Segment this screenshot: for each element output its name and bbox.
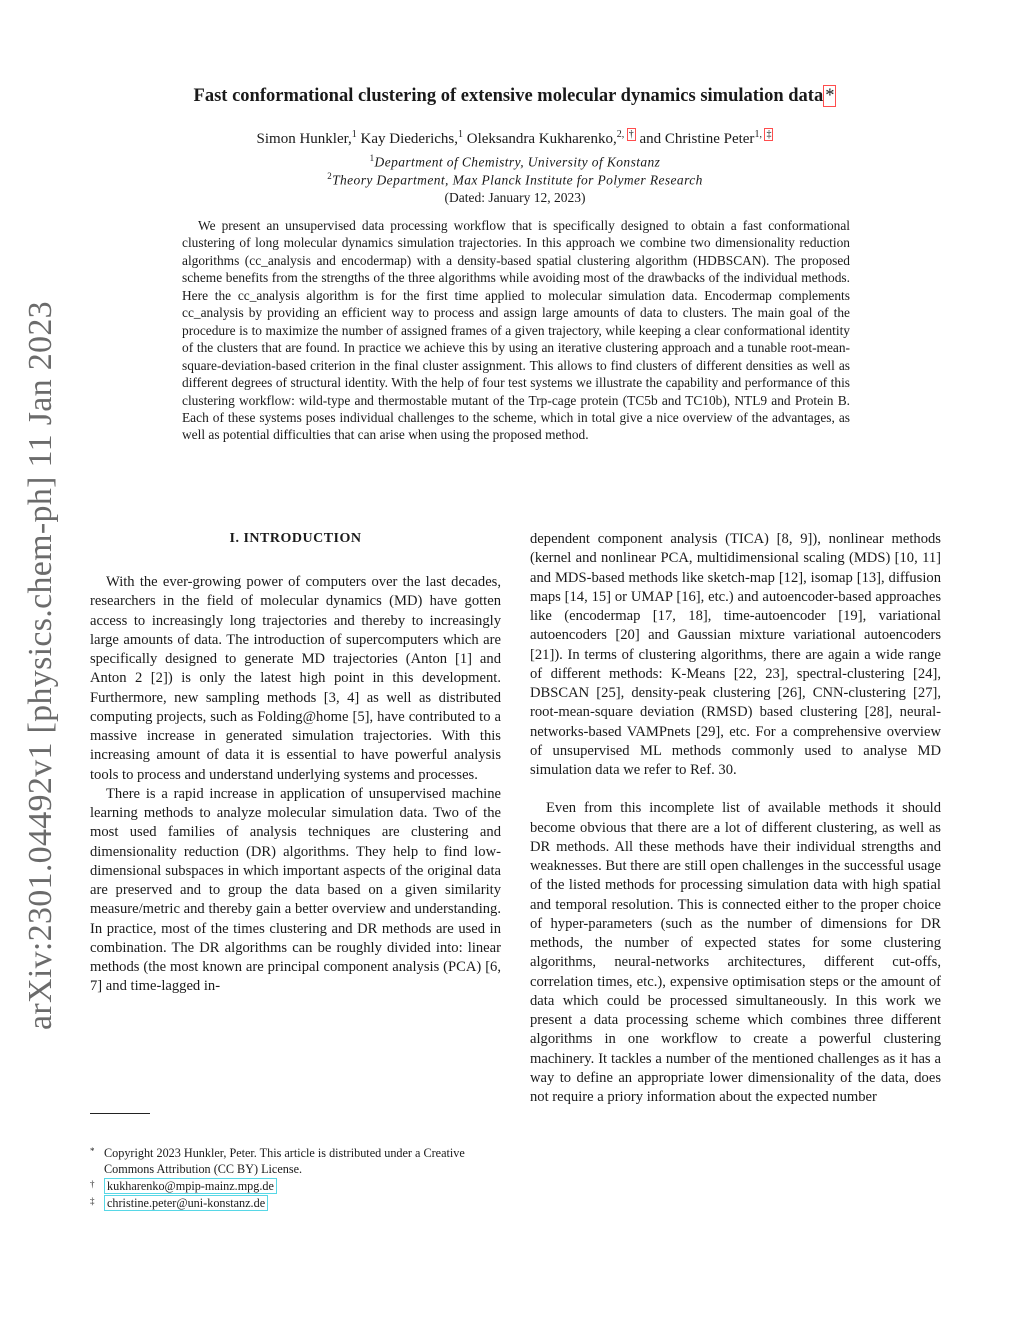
left-column [90, 573, 501, 997]
intro-paragraph-3: dependent component analysis (TICA) [8, 9]), nonlinear methods (kernel and nonlinear PCA, multidimensional scaling (MDS) [10, 11] and MDS-based methods like sketch-map [12], isomap [13], diffusion maps [14, 15] or UMAP [16], etc.) and autoencoder-based approaches like (encodermap [17, 18], time-autoencoder [19], variational autoencoders [20] and Gaussian mixture variational autoencoders [21]). In terms of clustering algorithms, there are again a wide range of different methods: K-Means [22, 23], spectral-clustering [24], DBSCAN [25], density-peak clustering [26], CNN-clustering [27], root-mean-square deviation (RMSD) based clustering [28], neural-networks-based VAMPnets [29], etc. For a comprehensive overview of unsupervised ML methods commonly used to analyse MD simulation data we refer to Ref. 30. [530, 531, 941, 778]
affiliation-1 [100, 153, 930, 171]
paper-title [100, 86, 930, 107]
footnote-email-peter [90, 1195, 510, 1211]
date-line: (Dated: January 12, 2023) [444, 190, 586, 205]
intro-paragraph-1: With the ever-growing power of computers over the last decades, researchers in the field of molecular dynamics (MD) have gotten access to increasingly long trajectories and thereby to increasingly large amounts of data. The introduction of supercomputers which are specifically designed to generate MD trajectories (Anton [1] and Anton 2 [2]) is only the latest high point in this development. Furthermore, new sampling methods [3, 4] as well as distributed computing projects, such as Folding@home [5], have contributed to a massive increase in generated simulation trajectories. With this increasing amount of data it is essential to have powerful analysis tools to process and understand underlying systems and processes. [90, 574, 501, 783]
footnote-mark: ‡ [90, 1196, 95, 1206]
affil-text: Theory Department, Max Planck Institute for Polymer Research [332, 172, 703, 188]
intro-paragraph-4: Even from this incomplete list of available methods it should become obvious that there are a lot of different clustering, as well as DR methods. All these methods have their individual strengths and weaknesses. But there are still open challenges in the successful usage of the listed methods for processing simulation data with high spatial and temporal resolution. This is connected either to the proper choice of hyper-parameters (such as the number of dimensions for DR methods, the number of expected states for some clustering algorithms, neural-networks architectures, different cut-offs, correlation times, etc.), expensive optimisation steps or the amount of data which could be processed simultaneously. In this work we present a data processing scheme which combines three different algorithms in one workflow to create a powerful clustering machinery. It tackles a number of the mentioned challenges as it has a way to define an appropriate lower dimensionality of the data, does not require a priory information about the expected number [530, 800, 941, 1105]
affil-marker-number: 1, [754, 129, 765, 140]
arxiv-identifier: arXiv:2301.04492v1 [physics.chem-ph] 11 Jan 2023 [22, 301, 59, 1030]
footnote-rule [90, 1113, 150, 1114]
footnote-copyright [90, 1145, 510, 1177]
email-footnote-link[interactable]: ‡ [766, 129, 772, 140]
affil-marker-number: 2, [616, 129, 627, 140]
affiliation-2 [100, 171, 930, 189]
footnote-mark: * [90, 1146, 95, 1156]
title-text: Fast conformational clustering of extensive molecular dynamics simulation data [193, 86, 824, 106]
right-column [530, 530, 941, 1107]
title-footnote-link[interactable]: * [825, 86, 835, 106]
affil-marker [754, 128, 773, 141]
intro-paragraph-2: There is a rapid increase in application of unsupervised machine learning methods to analyze molecular simulation data. Two of the most used families of analysis techniques are clustering and dimensionality reduction (DR) algorithms. They help to find low-dimensional subspaces in which important aspects of the original data are preserved and to group the data based on a given similarity measure/metric and thereby gain a better overview and understanding. In practice, most of the times clustering and DR methods are used in combination. The DR algorithms can be roughly divided into: linear methods (the most known are principal component analysis (PCA) [6, 7] and time-lagged in- [90, 785, 501, 995]
affil-marker: 1 [351, 129, 357, 140]
affil-marker: 1 [458, 129, 463, 140]
affil-number: 1 [369, 153, 375, 163]
footnote-email-kukharenko [90, 1178, 510, 1194]
email-footnote-link[interactable]: † [628, 129, 634, 140]
author-list [100, 129, 930, 148]
affil-number: 2 [327, 171, 333, 181]
footnote-text: Copyright 2023 Hunkler, Peter. This article is distributed under a Creative Commons Attribution (CC BY) License. [104, 1146, 465, 1176]
email-link-peter[interactable]: christine.peter@uni-konstanz.de [104, 1195, 268, 1211]
footnote-mark: † [90, 1179, 95, 1189]
author-peter: and Christine Peter [635, 131, 755, 147]
affil-marker [617, 128, 636, 141]
author-diederichs: Kay Diederichs, [356, 131, 458, 147]
affil-text: Department of Chemistry, University of Konstanz [374, 154, 661, 170]
email-link-kukharenko[interactable]: kukharenko@mpip-mainz.mpg.de [104, 1178, 277, 1194]
footnotes [90, 1145, 510, 1212]
section-heading-introduction: I. INTRODUCTION [229, 531, 362, 546]
abstract: We present an unsupervised data processing workflow that is specifically designed to obtain a fast conformational clustering of long molecular dynamics simulation trajectories. In this approach we combine two dimensionality reduction algorithms (cc_analysis and encodermap) with a density-based spatial clustering algorithm (HDBSCAN). The proposed scheme benefits from the strengths of the three algorithms while avoiding most of the drawbacks of the individual methods. Here the cc_analysis algorithm is for the first time applied to molecular simulation data. Encodermap complements cc_analysis by providing an efficient way to process and assign large amounts of data to clusters. The main goal of the procedure is to maximize the number of assigned frames of a given trajectory, while keeping a clear conformational identity of the clusters that are found. In practice we achieve this by using an iterative clustering approach and a tunable root-mean-square-deviation-based criterion in the final cluster assignment. This allows to find clusters of different densities as well as different degrees of structural identity. With the help of four test systems we illustrate the capability and performance of this clustering workflow: wild-type and thermostable mutant of the Trp-cage protein (TC5b and TC10b), NTL9 and Protein B. Each of these systems poses individual challenges to the scheme, which in total give a nice overview of the advantages, as well as potential difficulties that can arise when using the proposed method. [182, 218, 850, 443]
author-hunkler: Simon Hunkler, [256, 131, 352, 147]
author-kukharenko: Oleksandra Kukharenko, [463, 131, 617, 147]
